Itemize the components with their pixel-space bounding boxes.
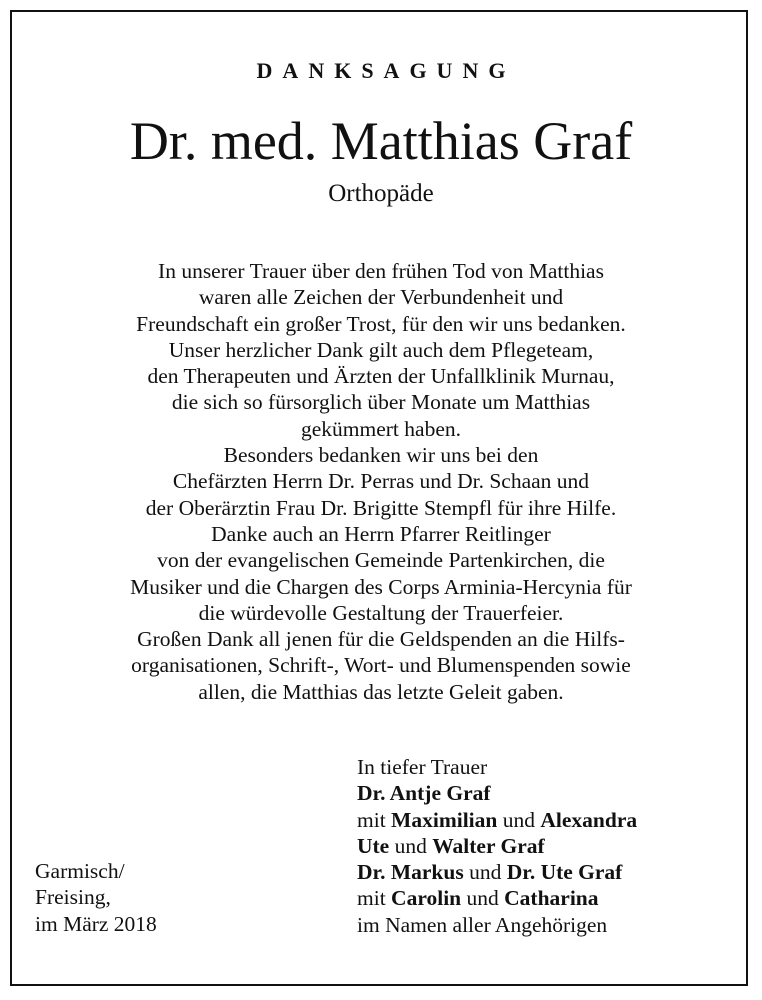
mourner-name: Ute xyxy=(357,833,390,858)
thanks-line: Besonders bedanken wir uns bei den xyxy=(223,443,539,468)
mourner-name: Maximilian xyxy=(391,807,498,832)
thanks-line: gekümmert haben. xyxy=(300,416,461,441)
connector-word: und xyxy=(394,833,427,858)
thanks-line: der Oberärztin Frau Dr. Brigitte Stempfl für ihre Hilfe. xyxy=(145,495,617,520)
notice-heading: DANKSAGUNG xyxy=(256,58,516,83)
mourner-name: Alexandra xyxy=(540,807,638,832)
mourner-name: Carolin xyxy=(391,886,462,911)
thanks-line: organisationen, Schrift-, Wort- und Blumenspenden sowie xyxy=(131,653,631,678)
connector-word: mit xyxy=(357,807,386,832)
place-date xyxy=(35,858,157,937)
thanks-line: Unser herzlicher Dank gilt auch dem Pflegeteam, xyxy=(168,337,594,362)
mourners-list xyxy=(357,754,637,938)
place-line: Garmisch/ xyxy=(35,859,125,883)
thanks-line: die würdevolle Gestaltung der Trauerfeier. xyxy=(198,600,564,625)
thanks-line: waren alle Zeichen der Verbundenheit und xyxy=(198,285,564,310)
mourner-line xyxy=(357,885,637,911)
thanks-line: Danke auch an Herrn Pfarrer Reitlinger xyxy=(211,521,551,546)
connector-word: und xyxy=(466,886,499,911)
connector-word: und xyxy=(502,807,535,832)
thanks-line: Chefärzten Herrn Dr. Perras und Dr. Schaan und xyxy=(172,469,590,494)
mourner-line xyxy=(357,859,637,885)
mourner-name: Catharina xyxy=(504,886,599,911)
thanks-line: von der evangelischen Gemeinde Partenkirchen, die xyxy=(157,548,605,573)
thanks-line: In unserer Trauer über den frühen Tod von Matthias xyxy=(158,259,604,283)
mourner-name: Walter Graf xyxy=(432,833,545,858)
thanks-line: Freundschaft ein großer Trost, für den wir uns bedanken. xyxy=(136,311,626,336)
thanks-line: allen, die Matthias das letzte Geleit gaben. xyxy=(198,679,564,704)
mourner-line xyxy=(357,780,637,806)
connector-word: und xyxy=(469,860,502,885)
thanks-line: Großen Dank all jenen für die Geldspenden an die Hilfs- xyxy=(137,627,625,652)
mourner-name: Dr. Ute Graf xyxy=(506,860,623,885)
mourner-line xyxy=(357,807,637,833)
mourner-name: Dr. Antje Graf xyxy=(357,781,491,806)
mourning-intro: In tiefer Trauer xyxy=(357,755,488,779)
connector-word: mit xyxy=(357,886,386,911)
mourner-name: Dr. Markus xyxy=(357,860,464,885)
place-line: Freising, xyxy=(35,885,111,910)
thanks-line: die sich so fürsorglich über Monate um Matthias xyxy=(171,390,591,415)
date-line: im März 2018 xyxy=(35,911,157,936)
deceased-profession: Orthopäde xyxy=(328,180,434,207)
deceased-name: Dr. med. Matthias Graf xyxy=(129,111,633,171)
mourner-line xyxy=(357,833,637,859)
thanks-line: Musiker und die Chargen des Corps Arminia-Hercynia für xyxy=(130,574,632,599)
mourning-closing: im Namen aller Angehörigen xyxy=(357,912,608,937)
thanks-line: den Therapeuten und Ärzten der Unfallklinik Murnau, xyxy=(147,364,615,389)
thanks-text xyxy=(20,258,742,705)
